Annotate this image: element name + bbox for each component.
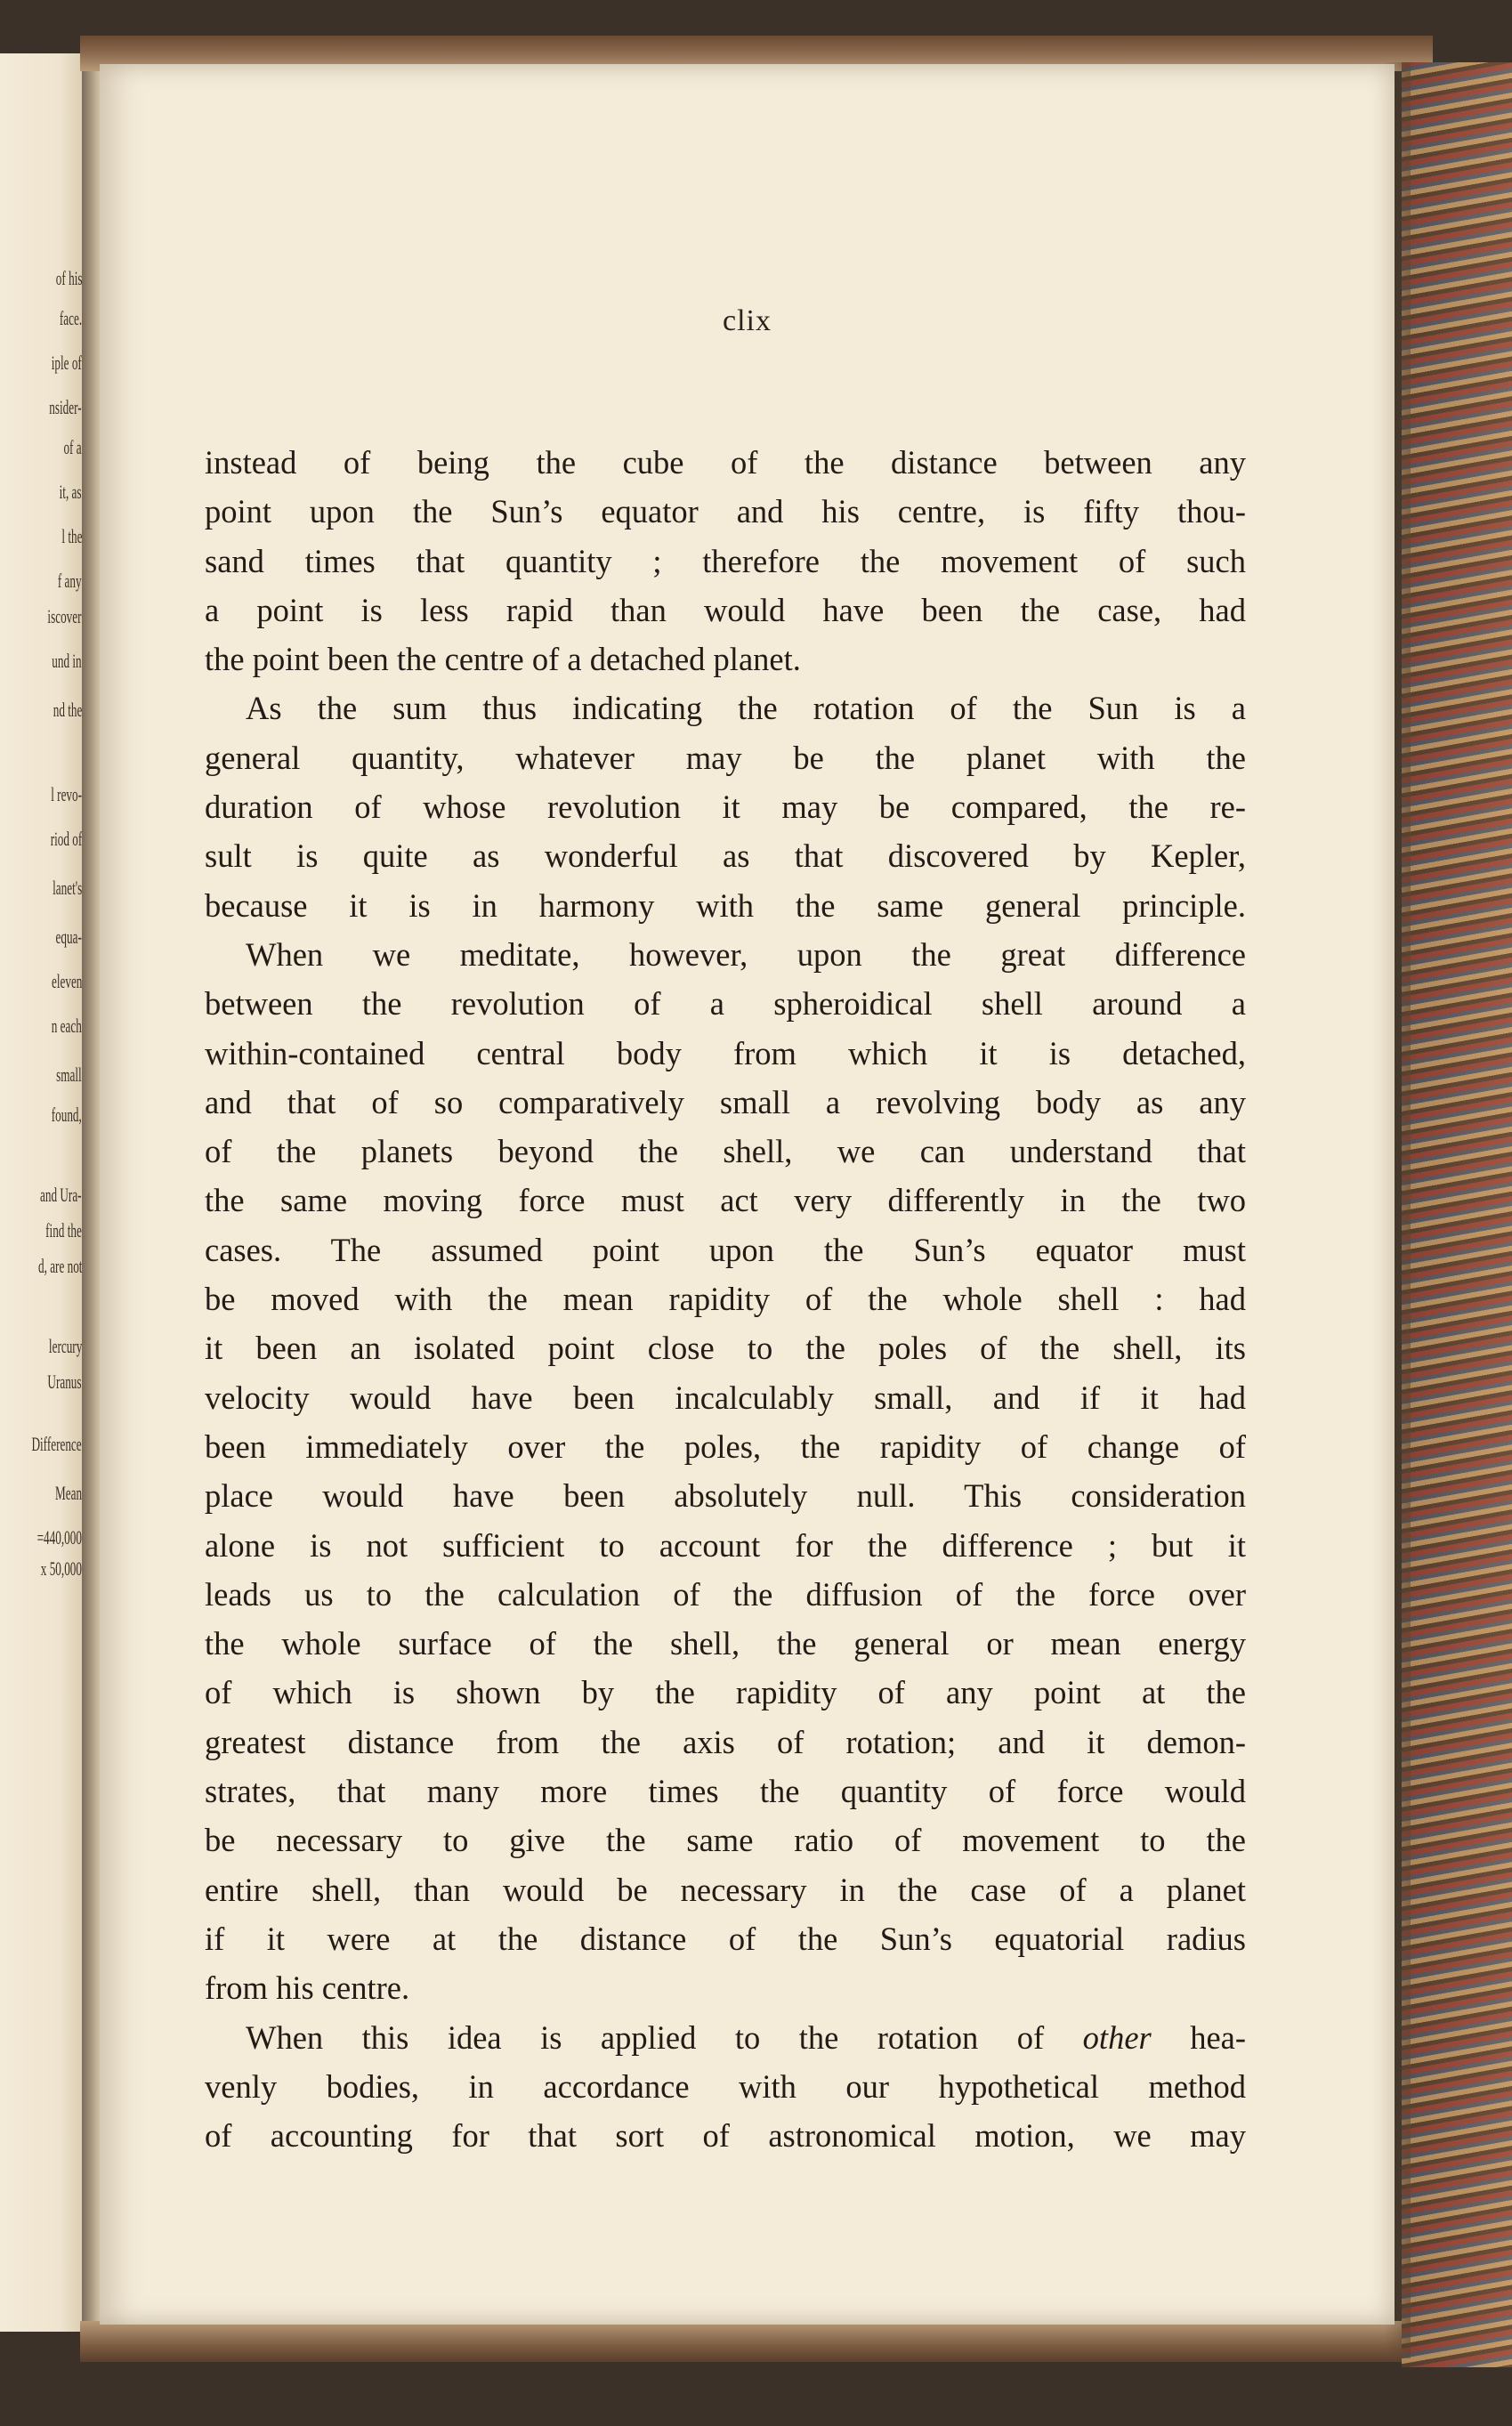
left-page-fragment: find the	[45, 1219, 82, 1241]
text-line: cases. The assumed point upon the Sun’s equator must	[205, 1231, 1246, 1268]
text-line: alone is not sufficient to account for the difference ; but it	[205, 1526, 1246, 1564]
text-line: general quantity, whatever may be the planet with the	[205, 739, 1246, 776]
text-line: be moved with the mean rapidity of the whole shell : had	[205, 1281, 1246, 1318]
left-page-fragment: riod of	[50, 828, 82, 850]
left-page-fragment: equa-	[55, 926, 82, 948]
text-line: a point is less rapid than would have been the case, had	[205, 591, 1246, 628]
left-page-fragment: x 50,000	[40, 1557, 82, 1580]
text-line: be necessary to give the same ratio of movement to the	[205, 1822, 1246, 1859]
left-page-fragment: iscover	[47, 605, 82, 627]
text-segment: hea-	[1151, 2018, 1246, 2056]
marbled-fore-edge	[1402, 62, 1512, 2367]
text-line: instead of being the cube of the distance between any	[205, 444, 1246, 481]
left-page-fragment: Uranus	[47, 1371, 82, 1393]
left-page-fragment: Mean	[54, 1482, 82, 1504]
left-page-fragment: of a	[63, 436, 82, 458]
text-line: entire shell, than would be necessary in the case of a planet	[205, 1871, 1246, 1908]
text-line: When we meditate, however, upon the great difference	[246, 935, 1246, 973]
left-page-fragment: iple of	[51, 352, 82, 374]
left-page-fragment: Difference	[31, 1433, 82, 1455]
text-line: of accounting for that sort of astronomical motion, we may	[205, 2117, 1246, 2155]
text-line: within-contained central body from which it is detached,	[205, 1034, 1246, 1071]
book-page	[100, 64, 1395, 2325]
text-line	[205, 2013, 1246, 2062]
text-line: leads us to the calculation of the diffusion of the force over	[205, 1575, 1246, 1613]
text-line: been immediately over the poles, the rapidity of change of	[205, 1427, 1246, 1465]
text-line: of which is shown by the rapidity of any point at the	[205, 1674, 1246, 1711]
text-line: the point been the centre of a detached planet.	[205, 641, 801, 678]
text-line: if it were at the distance of the Sun’s equatorial radius	[205, 1920, 1246, 1957]
bottom-binding	[80, 2321, 1433, 2362]
text-line: strates, that many more times the quantity of force would	[205, 1773, 1246, 1810]
text-line: sand times that quantity ; therefore the movement of such	[205, 542, 1246, 579]
left-page-fragment: und in	[52, 650, 82, 672]
left-page-fragment: small	[56, 1063, 82, 1086]
text-line: duration of whose revolution it may be compared, the re-	[205, 788, 1246, 826]
text-line: because it is in harmony with the same general principle.	[205, 886, 1246, 924]
text-line: it been an isolated point close to the poles of the shell, its	[205, 1330, 1246, 1367]
left-page-fragment: l revo-	[51, 783, 82, 805]
left-page-fragment: it, as	[60, 481, 82, 503]
left-page-fragment: n each	[51, 1015, 82, 1037]
left-page-fragment: of his	[55, 267, 82, 289]
text-segment: When this idea is applied to the rotation of	[246, 2018, 1083, 2056]
left-page-fragment: lanet's	[52, 877, 82, 899]
text-line: point upon the Sun’s equator and his centre, is fifty thou-	[205, 493, 1246, 530]
left-page-fragment: nd the	[53, 699, 82, 721]
text-line: and that of so comparatively small a revolving body as any	[205, 1083, 1246, 1120]
text-line: As the sum thus indicating the rotation of the Sun is a	[246, 690, 1246, 727]
page-number: clix	[723, 304, 772, 337]
text-line: the same moving force must act very differently in the two	[205, 1182, 1246, 1219]
left-page-fragment: lercury	[48, 1335, 82, 1357]
text-line: place would have been absolutely null. This consideration	[205, 1477, 1246, 1515]
body-text	[205, 438, 1246, 2160]
text-line: velocity would have been incalculably small, and if it had	[205, 1379, 1246, 1416]
text-line: venly bodies, in accordance with our hypothetical method	[205, 2067, 1246, 2105]
italic-word: other	[1082, 2018, 1152, 2056]
left-page-fragment: and Ura-	[40, 1184, 82, 1206]
text-line: from his centre.	[205, 1969, 410, 2007]
left-page-fragment: f any	[58, 570, 82, 592]
left-page-fragment: found,	[51, 1104, 82, 1126]
left-page-edge	[0, 53, 85, 2332]
left-page-fragment: d, are not	[37, 1255, 82, 1277]
text-line: the whole surface of the shell, the general or mean energy	[205, 1625, 1246, 1662]
text-line: sult is quite as wonderful as that discovered by Kepler,	[205, 837, 1246, 875]
text-line: between the revolution of a spheroidical shell around a	[205, 985, 1246, 1023]
left-page-fragment: l the	[61, 525, 82, 547]
text-line: of the planets beyond the shell, we can understand that	[205, 1133, 1246, 1170]
left-page-fragment: nsider-	[49, 396, 82, 418]
text-line: greatest distance from the axis of rotation; and it demon-	[205, 1723, 1246, 1760]
left-page-fragment: =440,000	[36, 1526, 82, 1549]
left-page-fragment: eleven	[51, 970, 82, 992]
left-page-fragment: face.	[59, 307, 82, 329]
